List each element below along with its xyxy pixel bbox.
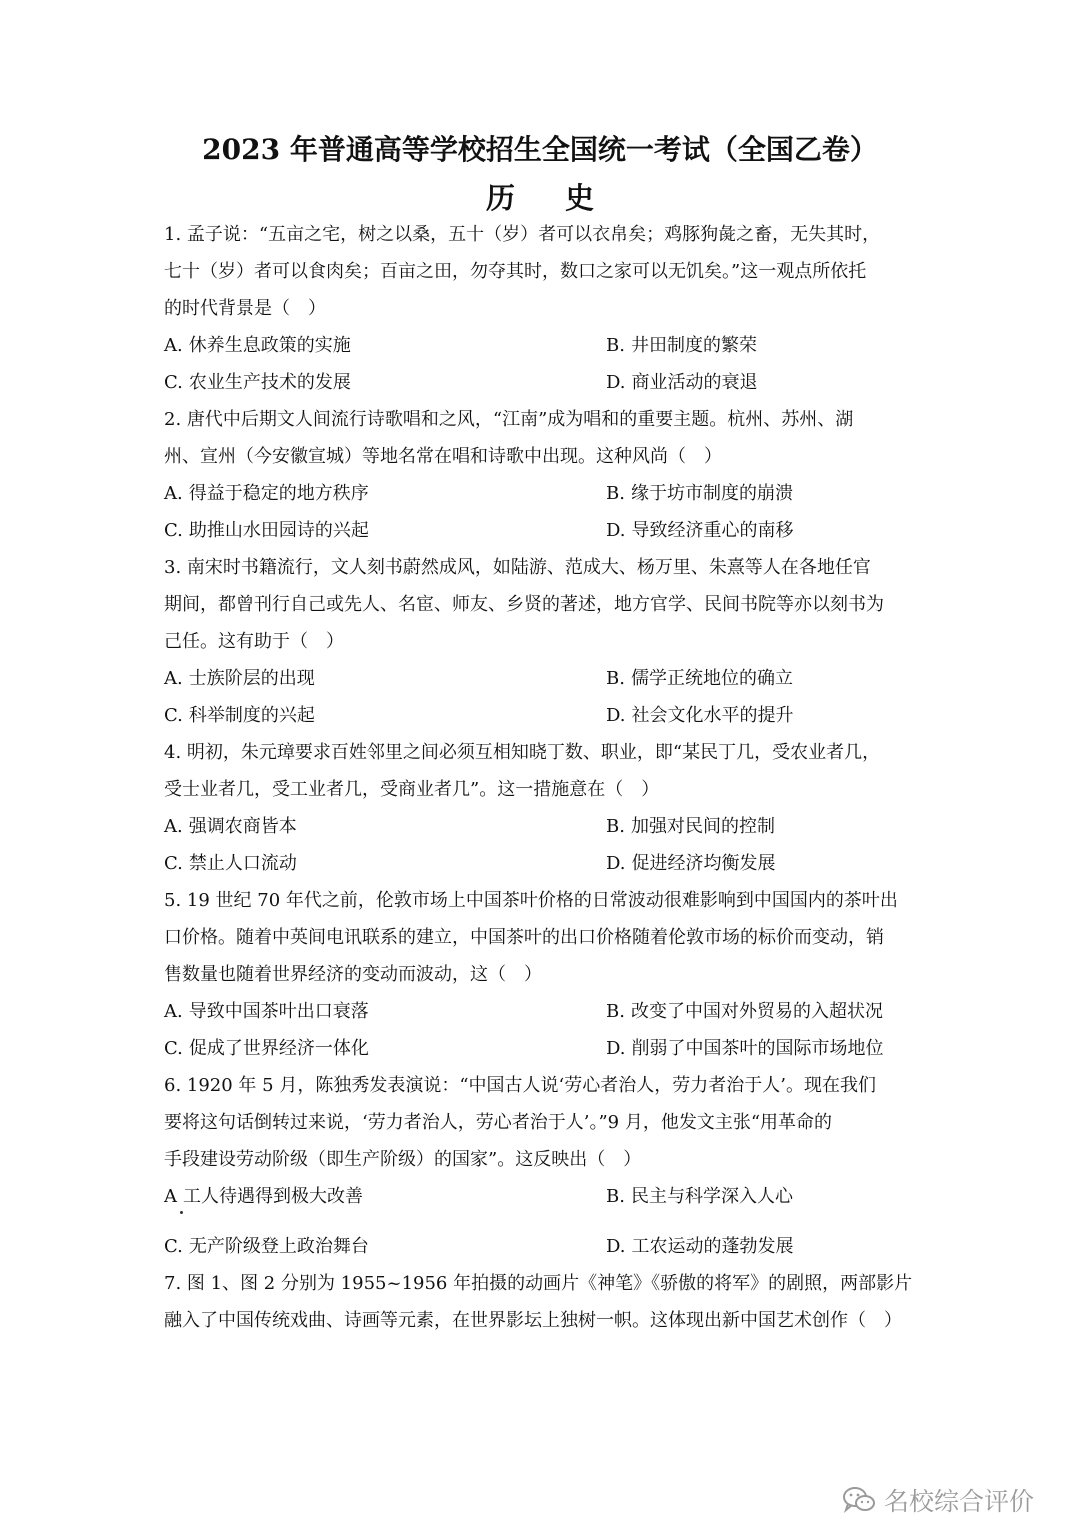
option-a: A. 得益于稳定的地方秩序 [164,483,369,504]
subject-title: 历 史 [485,181,615,215]
option-d: D. 导致经济重心的南移 [606,520,794,541]
option-b: B. 民主与科学深入人心 [606,1186,793,1207]
option-b: B. 加强对民间的控制 [606,816,775,837]
wechat-icon [842,1485,876,1515]
question-stem-line: 6. 1920 年 5 月，陈独秀发表演说：“中国古人说‘劳心者治人，劳力者治于人’。现在我们 [164,1075,876,1096]
question-stem-line: 4. 明初，朱元璋要求百姓邻里之间必须互相知晓丁数、职业，即“某民丁几，受农业者几， [164,742,881,763]
question-stem-line: 融入了中国传统戏曲、诗画等元素，在世界影坛上独树一帜。这体现出新中国艺术创作（ ） [164,1310,902,1331]
question-stem-line: 州、宣州（今安徽宣城）等地名常在唱和诗歌中出现。这种风尚（ ） [164,446,722,467]
question-stem-line: 受士业者几，受工业者几，受商业者几”。这一措施意在（ ） [164,779,660,800]
question-1 [164,216,920,401]
question-stem-line: 期间，都曾刊行自己或先人、名宦、师友、乡贤的著述，地方官学、民间书院等亦以刻书为 [164,594,884,615]
option-row [164,993,920,1030]
option-row [164,1228,920,1265]
option-row [164,475,920,512]
option-row [164,660,920,697]
question-7 [164,1265,920,1339]
option-c: C. 禁止人口流动 [164,853,297,874]
question-stem-line: 的时代背景是（ ） [164,298,326,319]
option-c: C. 促成了世界经济一体化 [164,1038,369,1059]
question-4 [164,734,920,882]
question-stem-line: 口价格。随着中英间电讯联系的建立，中国茶叶的出口价格随着伦敦市场的标价而变动，销 [164,927,884,948]
option-b: B. 改变了中国对外贸易的入超状况 [606,1001,883,1022]
question-list [164,216,920,1339]
option-d: D. 工农运动的蓬勃发展 [606,1236,794,1257]
option-d: D. 削弱了中国茶叶的国际市场地位 [606,1038,884,1059]
question-stem-line: 要将这句话倒转过来说，‘劳力者治人，劳心者治于人’。”9 月，他发文主张“用革命的 [164,1112,833,1133]
question-stem-line: 2. 唐代中后期文人间流行诗歌唱和之风，“江南”成为唱和的重要主题。杭州、苏州、湖 [164,409,854,430]
question-stem-line: 售数量也随着世界经济的变动而波动，这（ ） [164,964,542,985]
option-row [164,697,920,734]
option-b: B. 缘于坊市制度的崩溃 [606,483,793,504]
option-d: D. 促进经济均衡发展 [606,853,776,874]
option-row [164,1178,920,1228]
option-c: C. 科举制度的兴起 [164,705,315,726]
option-row [164,1030,920,1067]
option-a: A 工人待遇得到极大改善 [164,1186,363,1207]
question-stem-line: 手段建设劳动阶级（即生产阶级）的国家”。这反映出（ ） [164,1149,642,1170]
option-c: C. 无产阶级登上政治舞台 [164,1236,369,1257]
question-2 [164,401,920,549]
option-d: D. 社会文化水平的提升 [606,705,794,726]
question-stem-line: 己任。这有助于（ ） [164,631,344,652]
option-b: B. 儒学正统地位的确立 [606,668,793,689]
exam-title: 2023 年普通高等学校招生全国统一考试（全国乙卷） [202,133,878,166]
question-stem-line: 7. 图 1、图 2 分别为 1955~1956 年拍摄的动画片《神笔》《骄傲的将军》的剧照，两部影片 [164,1273,913,1294]
option-row [164,512,920,549]
option-d: D. 商业活动的衰退 [606,372,758,393]
watermark-text: 名校综合评价 [884,1487,1035,1516]
option-a: A. 士族阶层的出现 [164,668,315,689]
watermark [842,1480,1034,1520]
question-6 [164,1067,920,1265]
question-stem-line: 1. 孟子说：“五亩之宅，树之以桑，五十（岁）者可以衣帛矣；鸡豚狗彘之畜，无失其时， [164,224,881,245]
question-stem-line: 七十（岁）者可以食肉矣；百亩之田，勿夺其时，数口之家可以无饥矣。”这一观点所依托 [164,261,867,282]
option-row [164,845,920,882]
option-a: A. 休养生息政策的实施 [164,335,351,356]
option-row [164,327,920,364]
option-a: A. 导致中国茶叶出口衰落 [164,1001,369,1022]
question-stem-line: 5. 19 世纪 70 年代之前，伦敦市场上中国茶叶价格的日常波动很难影响到中国国内的茶叶出 [164,890,898,911]
option-a: A. 强调农商皆本 [164,816,297,837]
option-c: C. 农业生产技术的发展 [164,372,351,393]
question-3 [164,549,920,734]
question-stem-line: 3. 南宋时书籍流行，文人刻书蔚然成风，如陆游、范成大、杨万里、朱熹等人在各地任官 [164,557,871,578]
scan-artifact-dot [180,1211,183,1214]
question-5 [164,882,920,1067]
option-c: C. 助推山水田园诗的兴起 [164,520,369,541]
option-row [164,364,920,401]
option-b: B. 井田制度的繁荣 [606,335,757,356]
option-row [164,808,920,845]
